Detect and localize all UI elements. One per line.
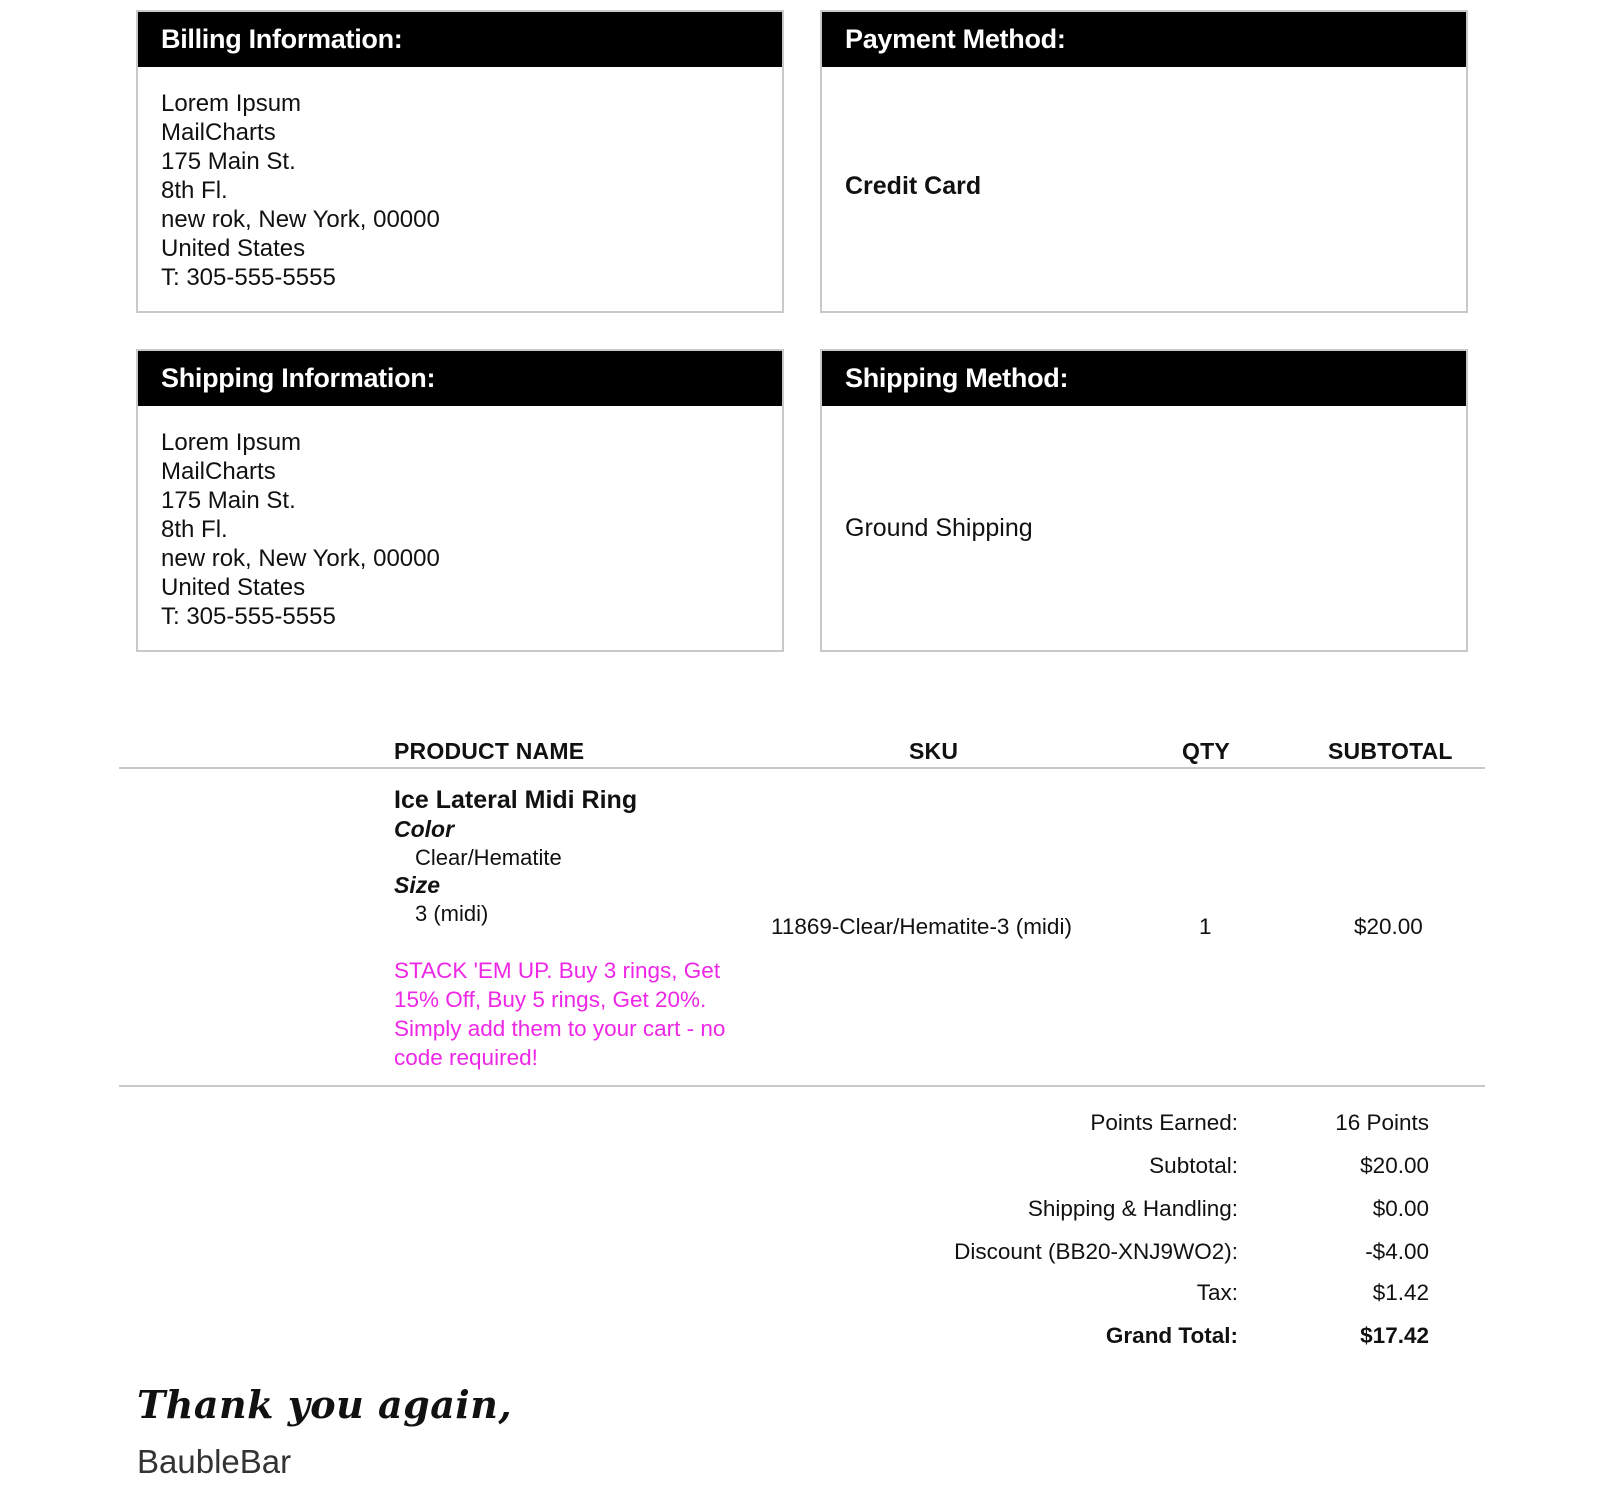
items-divider <box>119 1085 1485 1087</box>
subtotal-value: $20.00 <box>1360 1153 1429 1178</box>
brand-signature: BaubleBar <box>137 1443 292 1480</box>
billing-address <box>138 67 782 292</box>
item-subtotal: $20.00 <box>1354 914 1423 939</box>
discount-label: Discount (BB20-XNJ9WO2): <box>954 1239 1238 1264</box>
billing-company: MailCharts <box>161 119 276 146</box>
billing-city: new rok, New York, 00000 <box>161 206 440 233</box>
shipping-company: MailCharts <box>161 458 276 485</box>
tax-label: Tax: <box>1196 1280 1238 1305</box>
header-qty: QTY <box>1182 738 1230 764</box>
shipping-address <box>138 406 782 631</box>
color-option-label: Color <box>394 816 455 842</box>
billing-info-heading: Billing Information: <box>138 12 782 67</box>
tax-value: $1.42 <box>1372 1280 1429 1305</box>
points-earned-label: Points Earned: <box>1090 1110 1238 1135</box>
shipping-method-heading: Shipping Method: <box>822 351 1466 406</box>
shipping-city: new rok, New York, 00000 <box>161 545 440 572</box>
shipping-floor: 8th Fl. <box>161 516 228 543</box>
points-earned-value: 16 Points <box>1335 1110 1429 1135</box>
payment-method-value: Credit Card <box>845 172 982 200</box>
billing-info-box <box>136 10 784 313</box>
billing-phone: T: 305-555-5555 <box>161 264 336 291</box>
thank-you-message: Thank you again, <box>137 1382 513 1427</box>
header-sku: SKU <box>909 738 959 764</box>
shipping-method-value: Ground Shipping <box>845 514 1033 542</box>
item-qty: 1 <box>1199 914 1212 939</box>
product-name: Ice Lateral Midi Ring <box>394 786 638 814</box>
size-option-label: Size <box>394 872 441 898</box>
subtotal-label: Subtotal: <box>1149 1153 1238 1178</box>
billing-country: United States <box>161 235 306 262</box>
discount-value: -$4.00 <box>1365 1239 1429 1264</box>
size-option-value: 3 (midi) <box>415 901 489 926</box>
shipping-info-heading: Shipping Information: <box>138 351 782 406</box>
billing-floor: 8th Fl. <box>161 177 228 204</box>
header-divider <box>119 767 1485 769</box>
payment-method-box <box>820 10 1468 313</box>
shipping-country: United States <box>161 574 306 601</box>
shipping-handling-label: Shipping & Handling: <box>1027 1196 1238 1221</box>
shipping-handling-value: $0.00 <box>1372 1196 1429 1221</box>
billing-street: 175 Main St. <box>161 148 296 175</box>
shipping-phone: T: 305-555-5555 <box>161 603 336 630</box>
billing-name: Lorem Ipsum <box>161 90 302 117</box>
shipping-info-box <box>136 349 784 652</box>
shipping-name: Lorem Ipsum <box>161 429 302 456</box>
header-product-name: PRODUCT NAME <box>394 738 585 764</box>
shipping-method-box <box>820 349 1468 652</box>
color-option-value: Clear/Hematite <box>415 845 562 870</box>
header-subtotal: SUBTOTAL <box>1328 738 1453 764</box>
promo-message: STACK 'EM UP. Buy 3 rings, Get 15% Off, Buy 5 rings, Get 20%. Simply add them to your cart - no code required! <box>394 958 726 1070</box>
grand-total-value: $17.42 <box>1360 1323 1429 1348</box>
item-sku: 11869-Clear/Hematite-3 (midi) <box>771 914 1072 939</box>
grand-total-label: Grand Total: <box>1105 1323 1238 1348</box>
shipping-street: 175 Main St. <box>161 487 296 514</box>
payment-method-heading: Payment Method: <box>822 12 1466 67</box>
